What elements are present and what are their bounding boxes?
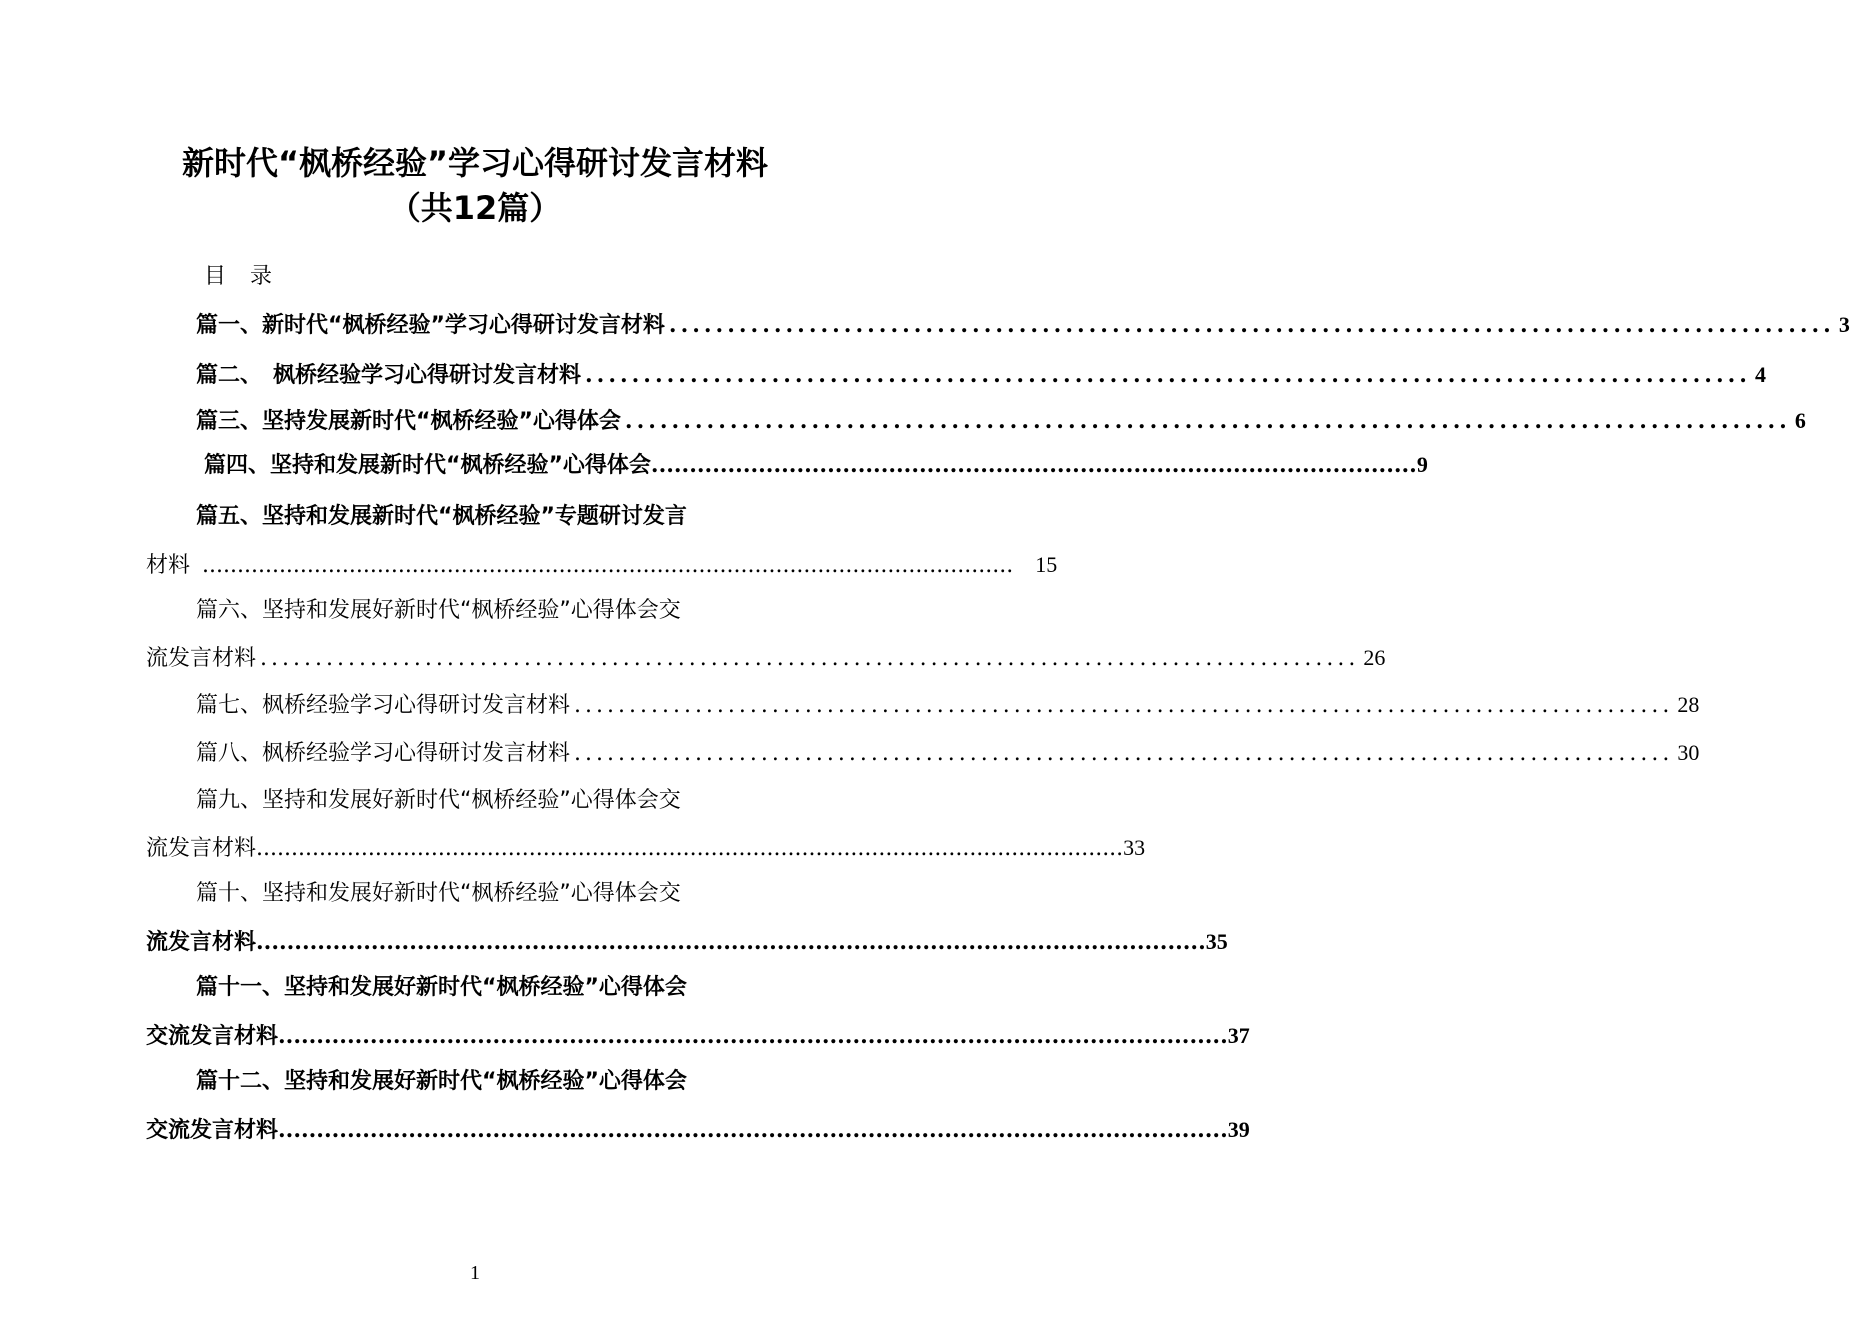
leader-dots: ............................................................................................................................ [278, 1023, 1228, 1049]
toc-entry-10-line1[interactable]: 篇十、坚持和发展好新时代“枫桥经验”心得体会交 [196, 881, 681, 906]
leader-dots: .................................................................................................... [585, 362, 1751, 388]
toc-entry-text: 篇一、新时代“枫桥经验”学习心得研讨发言材料 [196, 313, 665, 338]
toc-entry-text: 篇八、枫桥经验学习心得研讨发言材料 [196, 741, 571, 766]
toc-entry-page: 30 [1677, 740, 1700, 765]
toc-entry-page: 37 [1227, 1023, 1250, 1048]
toc-entry-5[interactable] [146, 548, 1058, 582]
toc-entry-text: 篇三、坚持发展新时代“枫桥经验”心得体会 [196, 409, 621, 434]
toc-entry-10[interactable] [146, 925, 1228, 959]
toc-entry-text: 篇四、坚持和发展新时代“枫桥经验”心得体会 [204, 453, 651, 478]
toc-entry-4[interactable] [204, 448, 1428, 482]
toc-entry-page: 9 [1416, 452, 1428, 477]
toc-entry-text: 篇二、 枫桥经验学习心得研讨发言材料 [196, 363, 582, 388]
document-subtitle: （共12篇） [388, 189, 562, 227]
toc-entry-1[interactable] [196, 308, 1850, 342]
leader-dots: .................................................................................................... [624, 408, 1791, 434]
toc-entry-9[interactable] [146, 831, 1146, 865]
toc-entry-6[interactable] [146, 641, 1386, 675]
toc-entry-text: 篇七、枫桥经验学习心得研讨发言材料 [196, 693, 571, 718]
leader-dots: .................................................................................................... [260, 646, 1360, 671]
toc-entry-2[interactable] [196, 358, 1766, 392]
leader-dots: .................................................................................................... [574, 741, 1674, 766]
toc-entry-9-line1[interactable]: 篇九、坚持和发展好新时代“枫桥经验”心得体会交 [196, 788, 681, 813]
leader-dots: ............................................................................................................................ [256, 836, 1124, 861]
toc-entry-text: 交流发言材料 [146, 1118, 279, 1143]
toc-entry-page: 4 [1754, 362, 1766, 387]
document-title: 新时代“枫桥经验”学习心得研讨发言材料 [181, 144, 769, 182]
toc-entry-page: 3 [1838, 312, 1850, 337]
toc-entry-3[interactable] [196, 404, 1806, 438]
leader-dots: ............................................................................................................................ [278, 1117, 1228, 1143]
toc-entry-page: 33 [1123, 835, 1146, 860]
toc-entry-7[interactable] [196, 688, 1700, 722]
page-number: 1 [470, 1262, 480, 1284]
leader-dots: .................................................................................................... [668, 312, 1835, 338]
toc-entry-text: 流发言材料 [146, 646, 257, 671]
toc-entry-5-line1[interactable]: 篇五、坚持和发展新时代“枫桥经验”专题研讨发言 [196, 504, 687, 529]
leader-dots: .................................................................................................................... [202, 553, 1014, 578]
toc-entry-page: 39 [1227, 1117, 1250, 1142]
toc-entry-text: 材料 [146, 553, 191, 578]
toc-entry-text: 交流发言材料 [146, 1024, 279, 1049]
toc-entry-page: 28 [1677, 692, 1700, 717]
toc-heading: 目录 [204, 264, 297, 289]
toc-entry-11[interactable] [146, 1019, 1250, 1053]
leader-dots: ............................................................................................................................ [256, 929, 1206, 955]
toc-entry-12-line1[interactable]: 篇十二、坚持和发展好新时代“枫桥经验”心得体会 [196, 1069, 687, 1094]
toc-entry-page: 26 [1363, 645, 1386, 670]
toc-entry-6-line1[interactable]: 篇六、坚持和发展好新时代“枫桥经验”心得体会交 [196, 598, 681, 623]
toc-entry-8[interactable] [196, 736, 1700, 770]
toc-entry-page: 35 [1205, 929, 1228, 954]
leader-dots: .................................................................................................... [574, 693, 1674, 718]
toc-entry-page: 15 [1035, 552, 1058, 577]
toc-entry-11-line1[interactable]: 篇十一、坚持和发展好新时代“枫桥经验”心得体会 [196, 975, 687, 1000]
toc-entry-text: 流发言材料 [146, 836, 257, 861]
leader-dots: .................................................................................................... [650, 452, 1417, 478]
toc-entry-text: 流发言材料 [146, 930, 257, 955]
toc-entry-12[interactable] [146, 1113, 1250, 1147]
toc-entry-page: 6 [1794, 408, 1806, 433]
